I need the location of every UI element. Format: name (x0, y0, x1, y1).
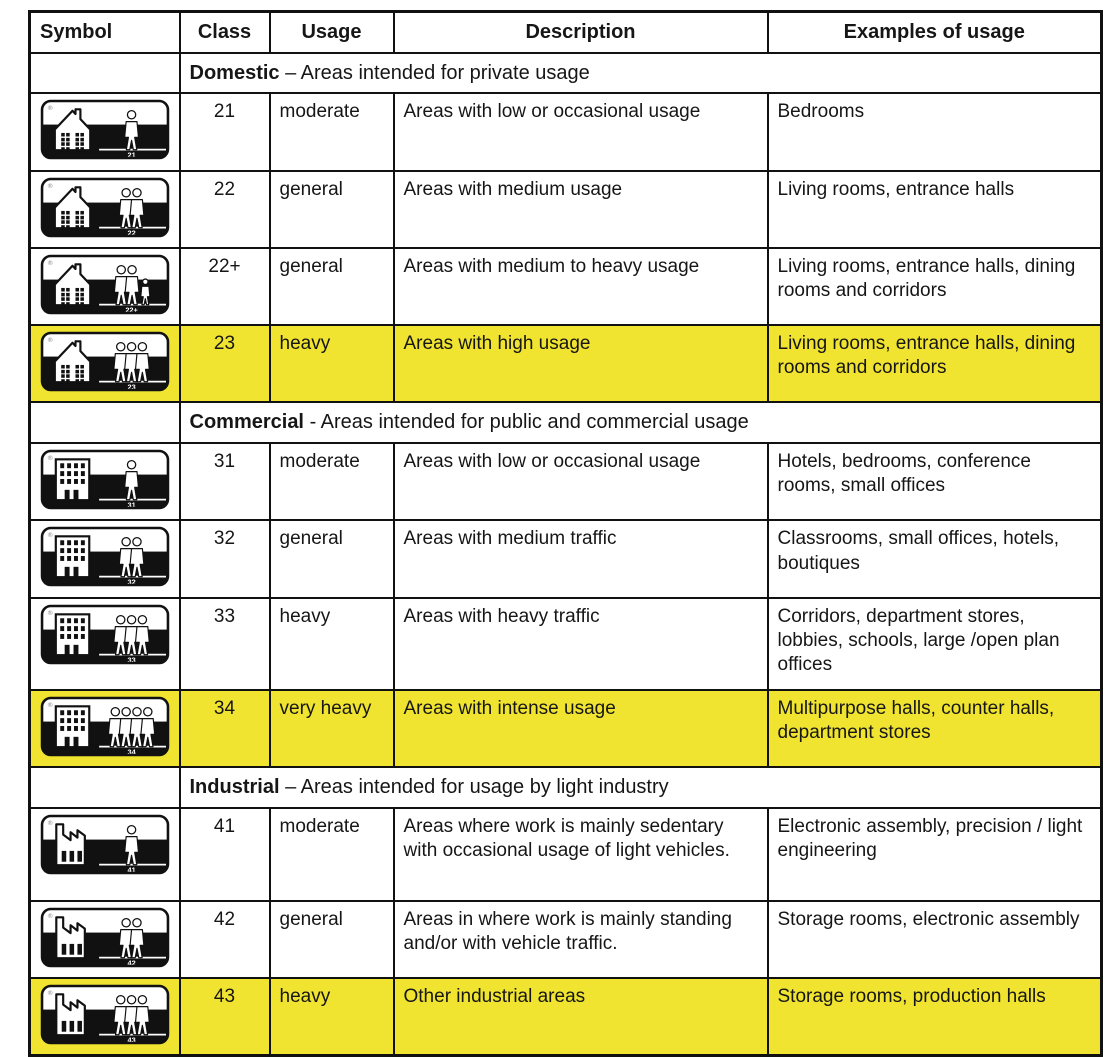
svg-text:21: 21 (127, 150, 136, 160)
class-value: 33 (180, 598, 270, 690)
class-32-pictogram (39, 526, 171, 587)
usage-value: moderate (270, 93, 394, 170)
section-symbol-empty (30, 53, 180, 94)
class-23-pictogram (39, 331, 171, 392)
svg-text:®: ® (46, 818, 54, 827)
examples-value: Multipurpose halls, counter halls, department stores (768, 690, 1102, 767)
class-value: 34 (180, 690, 270, 767)
description-value: Areas with intense usage (394, 690, 768, 767)
section-subtitle: – Areas intended for private usage (285, 61, 590, 84)
column-header-description: Description (394, 12, 768, 53)
class-43-pictogram (39, 984, 171, 1045)
table-row (30, 325, 1102, 402)
class-value: 42 (180, 901, 270, 978)
section-header (180, 53, 1102, 94)
section-subtitle: – Areas intended for usage by light industry (285, 775, 669, 798)
class-value: 21 (180, 93, 270, 170)
section-header (180, 402, 1102, 443)
section-symbol-empty (30, 767, 180, 808)
class-symbol-cell (30, 93, 180, 170)
svg-text:43: 43 (127, 1035, 136, 1045)
examples-value: Storage rooms, production halls (768, 978, 1102, 1056)
svg-text:®: ® (46, 453, 54, 462)
description-value: Areas in where work is mainly standing and/or with vehicle traffic. (394, 901, 768, 978)
usage-value: general (270, 171, 394, 248)
class-33-pictogram (39, 604, 171, 665)
class-symbol-cell (30, 901, 180, 978)
svg-text:®: ® (46, 700, 54, 709)
examples-value: Hotels, bedrooms, conference rooms, small offices (768, 443, 1102, 520)
svg-text:®: ® (46, 104, 54, 113)
description-value: Areas with heavy traffic (394, 598, 768, 690)
svg-text:®: ® (46, 531, 54, 540)
table-row (30, 808, 1102, 901)
section-symbol-empty (30, 402, 180, 443)
svg-text:®: ® (46, 988, 54, 997)
class-21-pictogram (39, 99, 171, 160)
usage-class-table-wrap (28, 10, 1103, 1057)
section-header-row (30, 767, 1102, 808)
svg-text:23: 23 (127, 382, 136, 392)
class-symbol-cell (30, 325, 180, 402)
usage-value: heavy (270, 598, 394, 690)
usage-value: very heavy (270, 690, 394, 767)
usage-value: moderate (270, 808, 394, 901)
table-row (30, 248, 1102, 325)
description-value: Areas with low or occasional usage (394, 93, 768, 170)
class-symbol-cell (30, 171, 180, 248)
class-symbol-cell (30, 443, 180, 520)
description-value: Areas with high usage (394, 325, 768, 402)
section-header (180, 767, 1102, 808)
svg-text:22+: 22+ (125, 305, 138, 315)
table-row (30, 901, 1102, 978)
section-header-row (30, 53, 1102, 94)
examples-value: Corridors, department stores, lobbies, schools, large /open plan offices (768, 598, 1102, 690)
usage-value: general (270, 520, 394, 597)
usage-class-table (28, 10, 1103, 1057)
class-31-pictogram (39, 449, 171, 510)
table-row (30, 93, 1102, 170)
class-symbol-cell (30, 520, 180, 597)
class-41-pictogram (39, 814, 171, 875)
section-title: Industrial (189, 775, 280, 798)
class-value: 43 (180, 978, 270, 1056)
svg-text:42: 42 (127, 958, 136, 968)
description-value: Areas with medium to heavy usage (394, 248, 768, 325)
examples-value: Classrooms, small offices, hotels, boutiques (768, 520, 1102, 597)
section-subtitle: - Areas intended for public and commercial usage (309, 411, 749, 434)
column-header-usage: Usage (270, 12, 394, 53)
svg-text:®: ® (46, 335, 54, 344)
table-row (30, 978, 1102, 1056)
usage-value: general (270, 248, 394, 325)
svg-text:32: 32 (127, 577, 136, 587)
class-22-pictogram (39, 177, 171, 238)
class-value: 22+ (180, 248, 270, 325)
svg-text:®: ® (46, 608, 54, 617)
description-value: Other industrial areas (394, 978, 768, 1056)
class-symbol-cell (30, 808, 180, 901)
column-header-symbol: Symbol (30, 12, 180, 53)
section-title: Commercial (189, 411, 304, 434)
table-row (30, 171, 1102, 248)
class-symbol-cell (30, 598, 180, 690)
examples-value: Storage rooms, electronic assembly (768, 901, 1102, 978)
class-value: 22 (180, 171, 270, 248)
column-header-class: Class (180, 12, 270, 53)
svg-text:®: ® (46, 911, 54, 920)
class-symbol-cell (30, 248, 180, 325)
examples-value: Living rooms, entrance halls, dining rooms and corridors (768, 248, 1102, 325)
table-row (30, 690, 1102, 767)
table-row (30, 520, 1102, 597)
examples-value: Living rooms, entrance halls, dining rooms and corridors (768, 325, 1102, 402)
svg-text:®: ® (46, 181, 54, 190)
column-header-examples: Examples of usage (768, 12, 1102, 53)
section-title: Domestic (189, 61, 280, 84)
examples-value: Electronic assembly, precision / light engineering (768, 808, 1102, 901)
class-34-pictogram (39, 696, 171, 757)
class-value: 23 (180, 325, 270, 402)
description-value: Areas with medium traffic (394, 520, 768, 597)
svg-text:33: 33 (127, 655, 136, 665)
usage-value: heavy (270, 325, 394, 402)
class-value: 31 (180, 443, 270, 520)
svg-text:41: 41 (127, 865, 136, 875)
description-value: Areas with low or occasional usage (394, 443, 768, 520)
class-value: 41 (180, 808, 270, 901)
usage-value: general (270, 901, 394, 978)
svg-text:22: 22 (127, 228, 136, 238)
usage-value: moderate (270, 443, 394, 520)
class-symbol-cell (30, 690, 180, 767)
examples-value: Living rooms, entrance halls (768, 171, 1102, 248)
header-row (30, 12, 1102, 53)
class-22plus-pictogram (39, 254, 171, 315)
class-value: 32 (180, 520, 270, 597)
description-value: Areas with medium usage (394, 171, 768, 248)
svg-text:34: 34 (127, 747, 136, 757)
class-symbol-cell (30, 978, 180, 1056)
section-header-row (30, 402, 1102, 443)
table-row (30, 443, 1102, 520)
class-42-pictogram (39, 907, 171, 968)
table-row (30, 598, 1102, 690)
examples-value: Bedrooms (768, 93, 1102, 170)
description-value: Areas where work is mainly sedentary with occasional usage of light vehicles. (394, 808, 768, 901)
svg-text:®: ® (46, 258, 54, 267)
svg-text:31: 31 (127, 500, 136, 510)
usage-value: heavy (270, 978, 394, 1056)
